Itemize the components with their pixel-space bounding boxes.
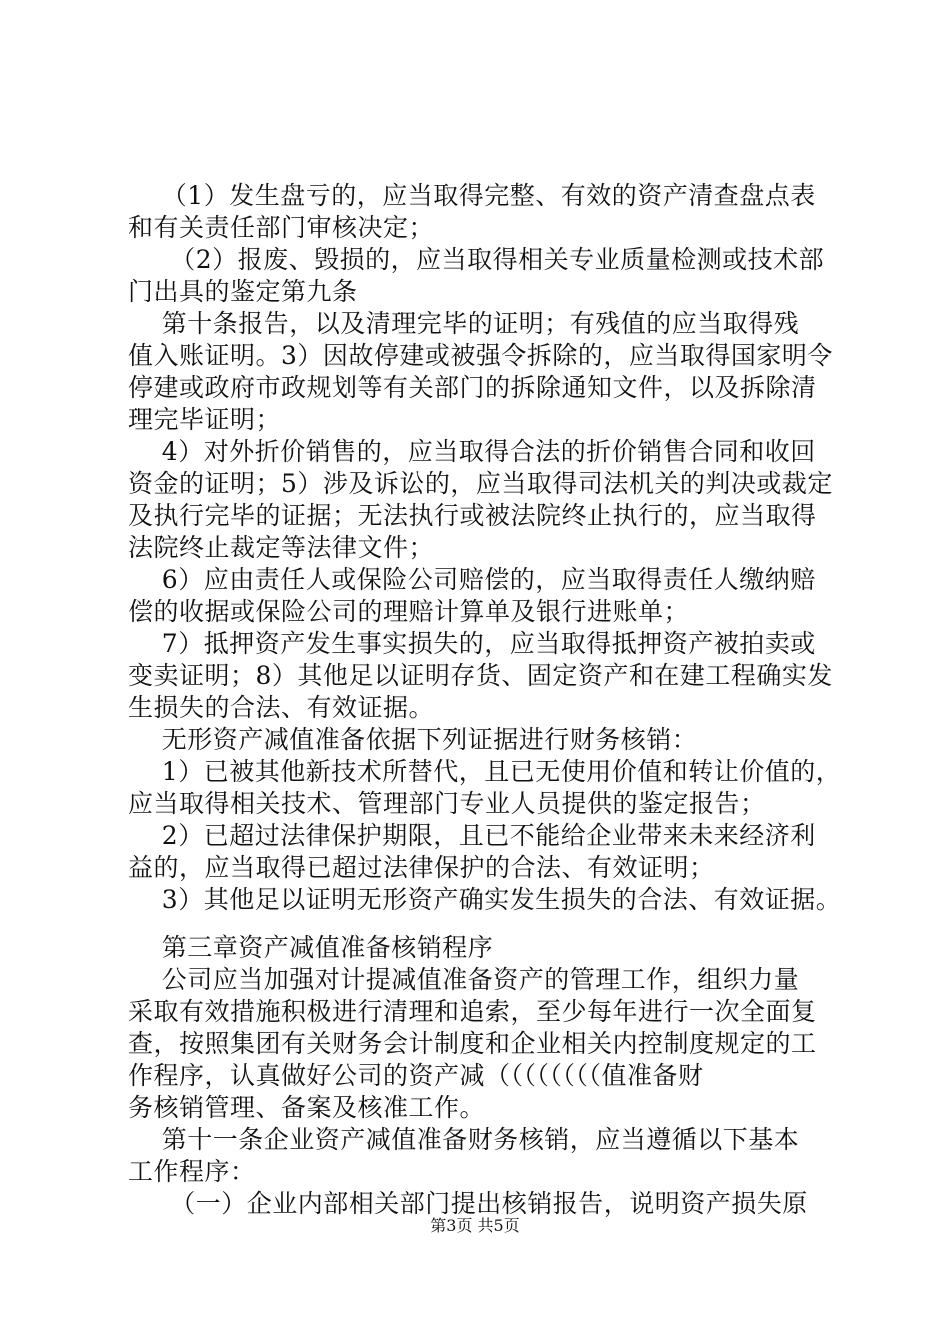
- body-line: 法院终止裁定等法律文件；: [128, 533, 435, 562]
- chapter-heading: 第三章资产减值准备核销程序: [128, 933, 494, 962]
- body-line: 门出具的鉴定第九条: [128, 277, 358, 306]
- body-line: 4）对外折价销售的，应当取得合法的折价销售合同和收回: [128, 437, 816, 466]
- body-line: 3）其他足以证明无形资产确实发生损失的合法、有效证据。: [128, 885, 842, 914]
- body-line: 第十条报告，以及清理完毕的证明；有残值的应当取得残: [128, 309, 800, 338]
- body-line: 工作程序：: [128, 1157, 256, 1186]
- body-line: 应当取得相关技术、管理部门专业人员提供的鉴定报告；: [128, 789, 766, 818]
- body-line: 公司应当加强对计提减值准备资产的管理工作，组织力量: [128, 965, 800, 994]
- body-line: 6）应由责任人或保险公司赔偿的，应当取得责任人缴纳赔: [128, 565, 816, 594]
- body-line: 停建或政府市政规划等有关部门的拆除通知文件，以及拆除清: [128, 373, 817, 402]
- body-line: 无形资产减值准备依据下列证据进行财务核销：: [128, 725, 698, 754]
- body-line: 及执行完毕的证据；无法执行或被法院终止执行的，应当取得: [128, 501, 817, 530]
- page-number-footer: 第3页 共5页: [430, 1216, 520, 1235]
- body-line: 偿的收据或保险公司的理赔计算单及银行进账单；: [128, 597, 690, 626]
- body-line: 7）抵押资产发生事实损失的，应当取得抵押资产被拍卖或: [128, 629, 816, 658]
- body-line: 1）已被其他新技术所替代，且已无使用价值和转让价值的，: [128, 757, 842, 786]
- body-line: 资金的证明；5）涉及诉讼的，应当取得司法机关的判决或裁定: [128, 469, 833, 498]
- body-line: 值入账证明。3）因故停建或被强令拆除的，应当取得国家明令: [128, 341, 833, 370]
- body-line: 和有关责任部门审核决定；: [128, 213, 435, 242]
- body-line: 务核销管理、备案及核准工作。: [128, 1093, 486, 1122]
- body-line: 第十一条企业资产减值准备财务核销，应当遵循以下基本: [128, 1125, 800, 1154]
- body-line: 采取有效措施积极进行清理和追索，至少每年进行一次全面复: [128, 997, 817, 1026]
- body-line: 益的，应当取得已超过法律保护的合法、有效证明；: [128, 853, 715, 882]
- body-line: （2）报废、毁损的，应当取得相关专业质量检测或技术部: [128, 245, 825, 274]
- body-line: 理完毕证明；: [128, 405, 282, 434]
- body-line: 查，按照集团有关财务会计制度和企业相关内控制度规定的工: [128, 1029, 817, 1058]
- body-line: 作程序，认真做好公司的资产减（（（（（（（（值准备财: [128, 1061, 704, 1090]
- body-line: 变卖证明；8）其他足以证明存货、固定资产和在建工程确实发: [128, 661, 833, 690]
- body-line: 生损失的合法、有效证据。: [128, 693, 435, 722]
- body-line: （一）企业内部相关部门提出核销报告，说明资产损失原: [128, 1189, 808, 1218]
- body-line: 2）已超过法律保护期限，且已不能给企业带来未来经济利: [128, 821, 816, 850]
- body-line: （1）发生盘亏的，应当取得完整、有效的资产清查盘点表: [128, 181, 816, 210]
